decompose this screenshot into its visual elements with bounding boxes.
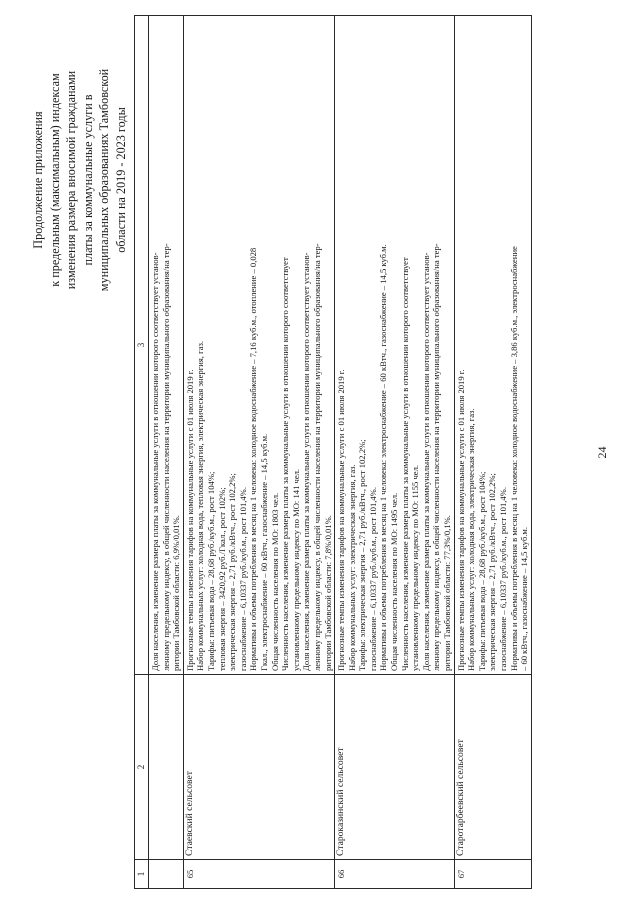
text-line: электрическая энергия – 2,71 руб./кВтч., рост 102,2%;	[227, 473, 238, 671]
tariff-table	[134, 15, 532, 889]
row-number: 65	[183, 860, 334, 889]
text-line: Общая численность населения по МО: 1803 чел.	[269, 492, 280, 671]
text-line: газоснабжение – 6,10337 руб./куб.м., рост 101,4%.	[367, 487, 378, 671]
text-line: Тарифы: питьевая вода – 28,68 руб./куб.м., рост 104%;	[476, 471, 487, 671]
text-line: Прогнозные темпы изменения тарифов на коммунальные услуги с 01 июля 2019 г.	[184, 369, 195, 671]
text-line: Набор коммунальных услуг: электрическая энергия, газ.	[346, 464, 357, 671]
text-line: Прогнозные темпы изменения тарифов на коммунальные услуги с 01 июля 2019 г.	[336, 369, 347, 671]
text-line: Нормативы и объемы потребления в месяц на 1 человека: электроснабжение – 60 кВтч., газоснабжение – 14,5 куб.м.	[378, 244, 389, 671]
text-line: Доля населения, изменение размера платы за коммунальные услуги в отношении которого соответствует установ-	[420, 252, 431, 671]
text-line: Доля населения, изменение размера платы за коммунальные услуги в отношении которого соответствует установ-	[150, 252, 160, 671]
table-row	[183, 16, 334, 889]
text-line: ритории Тамбовской области: 77,3%/0,1%.	[442, 515, 453, 671]
header-line: области на 2019 - 2023 годы	[113, 107, 128, 253]
text-line: Набор коммунальных услуг: холодная вода, электрическая энергия, газ.	[466, 408, 477, 671]
row-text	[183, 16, 334, 675]
text-line: ленному предельному индексу, в общей численности населения на территории муниципального образования/на тер-	[311, 243, 322, 671]
text-line: тепловая энергия – 3420,92 руб./Гкал., рост 102%;	[216, 487, 227, 671]
text-line: Общая численность населения по МО: 1495 чел.	[389, 492, 400, 671]
row-number: 66	[335, 860, 455, 889]
table-row	[454, 16, 531, 889]
header-line: изменения размера вносимой гражданами	[64, 70, 78, 290]
text-line: Нормативы и объемы потребления в месяц на 1 человека: холодное водоснабжение – 3,86 куб.м., электроснабжение	[508, 246, 519, 671]
column-header: 1	[135, 860, 149, 889]
row-text	[335, 16, 455, 675]
text-line: газоснабжение – 6,10337 руб./куб.м., рост 101,4%.	[237, 487, 248, 671]
table-row	[335, 16, 455, 889]
text-line: электрическая энергия – 2,71 руб./кВтч., рост 102,2%;	[487, 473, 498, 671]
text-line: Нормативы и объемы потребления в месяц на 1 человека: холодное водоснабжение – 7,16 куб.м., отопление – 0,028	[248, 247, 259, 671]
page-number: 24	[595, 446, 609, 459]
header-line: Продолжение приложения	[31, 111, 45, 249]
text-line: Тарифы: питьевая вода – 28,68 руб./куб.м., рост 104%;	[205, 471, 216, 671]
header-line: к предельным (максимальным) индексам	[47, 73, 62, 287]
row-text	[149, 16, 184, 675]
municipality-name: Стаевский сельсовет	[183, 675, 334, 860]
row-text	[454, 16, 531, 675]
text-line: Численность населения, изменение размера платы за коммунальные услуги в отношении которого соответствует	[280, 257, 291, 671]
text-line: газоснабжение – 6,10337 руб./куб.м., рост 101,4%.	[498, 487, 508, 671]
text-line: установленному предельному индексу по МО: 1155 чел.	[410, 464, 421, 671]
column-header: 2	[135, 675, 149, 860]
text-line: ритории Тамбовской области: 7,8%/0,01%.	[322, 515, 333, 671]
text-line: – 60 кВтч., газоснабжение – 14,5 куб.м.	[519, 527, 530, 671]
column-header: 3	[135, 16, 149, 675]
table-row-continuation	[149, 16, 184, 889]
row-number: 67	[454, 860, 531, 889]
municipality-name: Старотарбеевский сельсовет	[454, 675, 531, 860]
text-line: Набор коммунальных услуг: холодная вода, тепловая энергия, электрическая энергия, газ.	[195, 341, 206, 671]
header-line: муниципальных образованиях Тамбовской	[97, 68, 111, 292]
text-line: Доля населения, изменение размера платы за коммунальные услуги в отношении которого соответствует установ-	[301, 252, 312, 671]
text-line: установленному предельному индексу по МО: 141 чел.	[290, 468, 301, 671]
table-header-row	[135, 16, 149, 889]
text-line: Тарифы: электрическая энергия – 2,71 руб./кВтч., рост 102,2%;	[357, 439, 368, 671]
text-line: Гкал., электроснабжение – 60 кВтч., газоснабжение – 14,5 куб.м.	[258, 433, 269, 671]
text-line: ритории Тамбовской области: 6,9%/0,01%.	[171, 515, 182, 671]
text-line: ленному предельному индексу, в общей численности населения на территории муниципального образования/на тер-	[160, 243, 171, 671]
text-line: Прогнозные темпы изменения тарифов на коммунальные услуги с 01 июля 2019 г.	[455, 369, 466, 671]
text-line: Численность населения, изменение размера платы за коммунальные услуги в отношении которого соответствует	[399, 257, 410, 671]
appendix-header	[30, 15, 129, 345]
text-line: ленному предельному индексу, в общей численности населения на территории муниципального образования/на тер-	[431, 243, 442, 671]
header-line: платы за коммунальные услуги в	[80, 94, 95, 266]
municipality-name: Староказинский сельсовет	[335, 675, 455, 860]
